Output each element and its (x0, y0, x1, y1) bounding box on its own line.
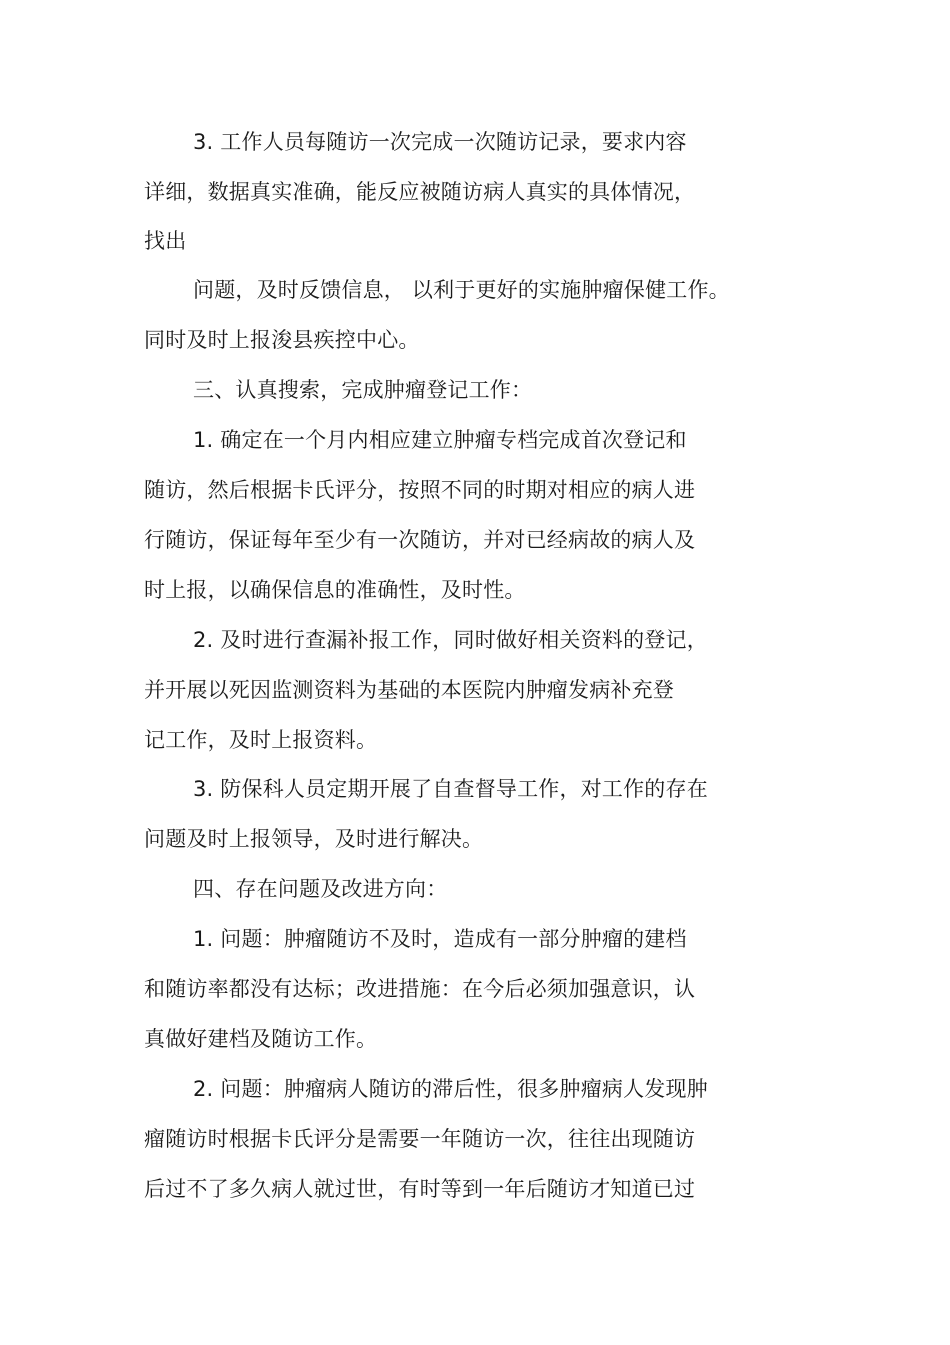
text-line: 后过不了多久病人就过世，有时等到一年后随访才知道已过 (144, 1177, 696, 1201)
section-heading: 四、存在问题及改进方向： (193, 877, 448, 901)
text-line: 随访，然后根据卡氏评分，按照不同的时期对相应的病人进 (144, 478, 696, 502)
text-line: 真做好建档及随访工作。 (144, 1027, 378, 1051)
text-line: 找出 (144, 229, 187, 253)
text-line: 详细，数据真实准确，能反应被随访病人真实的具体情况， (144, 180, 696, 204)
text-line: 记工作，及时上报资料。 (144, 728, 378, 752)
text-line: 问题及时上报领导，及时进行解决。 (144, 827, 484, 851)
text-line: 问题，及时反馈信息， 以利于更好的实施肿瘤保健工作。 (193, 278, 730, 302)
text-line: 同时及时上报浚县疾控中心。 (144, 328, 420, 352)
text-line: 瘤随访时根据卡氏评分是需要一年随访一次，往往出现随访 (144, 1127, 696, 1151)
text-line: 2. 问题：肿瘤病人随访的滞后性，很多肿瘤病人发现肿 (193, 1077, 708, 1101)
text-line: 3. 工作人员每随访一次完成一次随访记录，要求内容 (193, 130, 687, 154)
text-line: 和随访率都没有达标；改进措施：在今后必须加强意识，认 (144, 977, 696, 1001)
text-line: 并开展以死因监测资料为基础的本医院内肿瘤发病补充登 (144, 678, 674, 702)
text-line: 2. 及时进行查漏补报工作，同时做好相关资料的登记， (193, 628, 708, 652)
section-heading: 三、认真搜索，完成肿瘤登记工作： (193, 378, 533, 402)
text-line: 时上报，以确保信息的准确性，及时性。 (144, 578, 526, 602)
text-line: 3. 防保科人员定期开展了自查督导工作，对工作的存在 (193, 777, 708, 801)
text-line: 行随访，保证每年至少有一次随访，并对已经病故的病人及 (144, 528, 696, 552)
text-line: 1. 确定在一个月内相应建立肿瘤专档完成首次登记和 (193, 428, 687, 452)
text-line: 1. 问题：肿瘤随访不及时，造成有一部分肿瘤的建档 (193, 927, 687, 951)
